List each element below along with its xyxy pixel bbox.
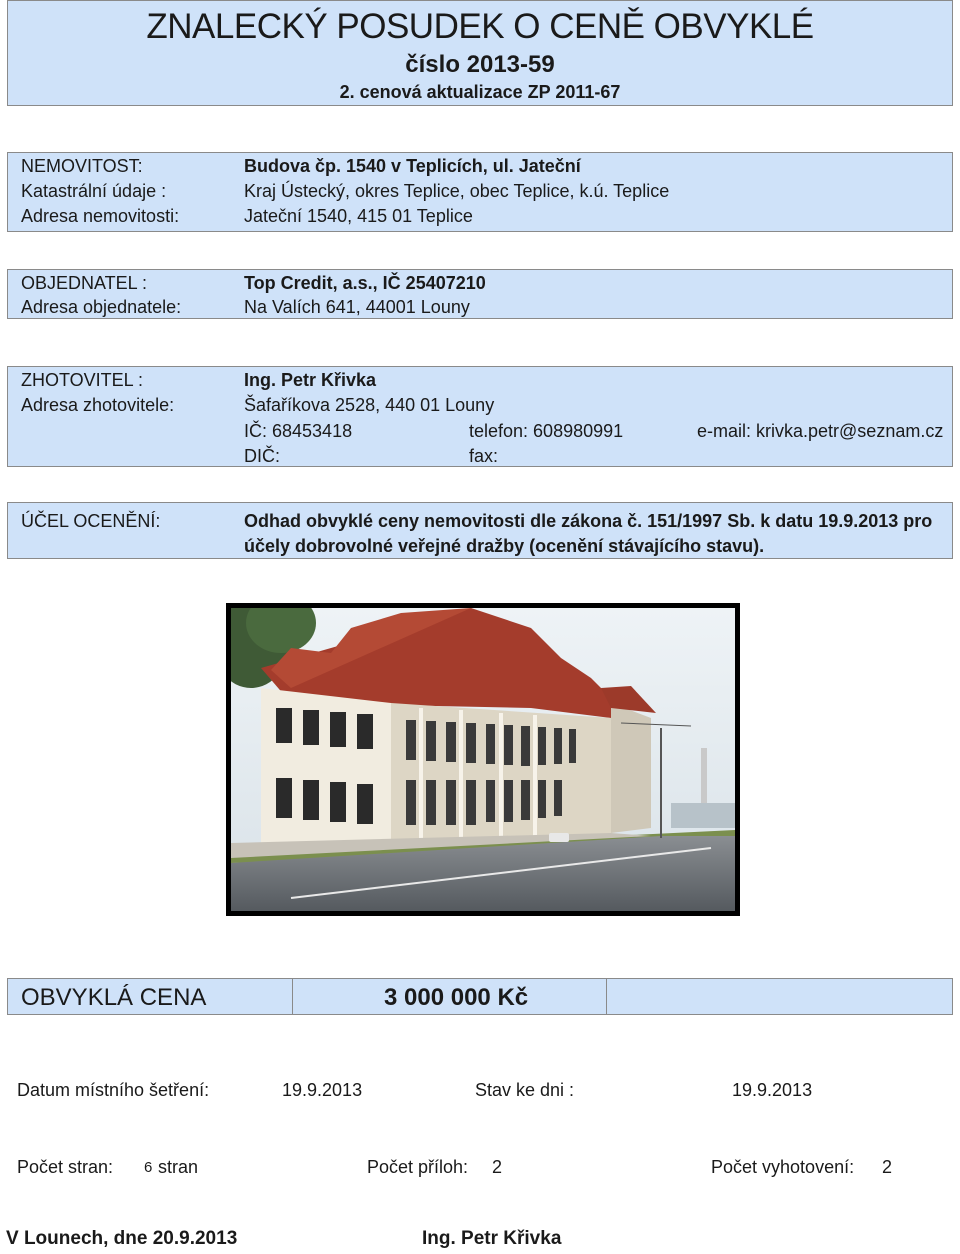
property-address-value: Jateční 1540, 415 01 Teplice — [244, 206, 473, 226]
purpose-line2: účely dobrovolné veřejné dražby (ocenění stávajícího stavu). — [244, 536, 765, 556]
client-address-label: Adresa objednatele: — [21, 297, 182, 317]
purpose-line1: Odhad obvyklé ceny nemovitosti dle zákona č. 151/1997 Sb. k datu 19.9.2013 pro — [244, 511, 933, 531]
copies-value: 2 — [882, 1157, 893, 1177]
contractor-address-value: Šafaříkova 2528, 440 01 Louny — [244, 395, 495, 415]
report-title: ZNALECKÝ POSUDEK O CENĚ OBVYKLÉ — [146, 7, 814, 46]
contractor-label: ZHOTOVITEL : — [21, 370, 144, 390]
property-label: NEMOVITOST: — [21, 156, 143, 176]
contractor-address-label: Adresa zhotovitele: — [21, 395, 175, 415]
place-date: V Lounech, dne 20.9.2013 — [6, 1228, 238, 1249]
attachments-value: 2 — [492, 1157, 503, 1177]
header-box — [7, 0, 953, 106]
client-label: OBJEDNATEL : — [21, 273, 148, 293]
client-box — [7, 269, 953, 319]
pages-number: 6 — [144, 1159, 153, 1176]
contractor-name: Ing. Petr Křivka — [244, 370, 377, 390]
report-update: 2. cenová aktualizace ZP 2011-67 — [339, 82, 621, 102]
building-photo — [226, 603, 740, 916]
price-value: 3 000 000 Kč — [384, 984, 529, 1011]
state-date-value: 19.9.2013 — [732, 1080, 813, 1100]
cadastral-label: Katastrální údaje : — [21, 181, 167, 201]
attachments-label: Počet příloh: — [367, 1157, 469, 1177]
signature: Ing. Petr Křivka — [422, 1228, 562, 1249]
price-divider-2 — [606, 979, 607, 1014]
pages-label: Počet stran: — [17, 1157, 114, 1177]
contractor-box — [7, 366, 953, 467]
copies-label: Počet vyhotovení: — [711, 1157, 855, 1177]
contractor-fax: fax: — [469, 446, 499, 466]
contractor-ic: IČ: 68453418 — [244, 421, 353, 441]
property-value: Budova čp. 1540 v Teplicích, ul. Jateční — [244, 156, 581, 176]
price-label: OBVYKLÁ CENA — [21, 984, 207, 1011]
report-number: číslo 2013-59 — [405, 51, 555, 78]
contractor-email: e-mail: krivka.petr@seznam.cz — [697, 421, 944, 441]
price-box — [7, 978, 953, 1015]
price-divider-1 — [292, 979, 293, 1014]
purpose-label: ÚČEL OCENĚNÍ: — [21, 511, 161, 531]
cadastral-value: Kraj Ústecký, okres Teplice, obec Teplice, k.ú. Teplice — [244, 181, 670, 201]
property-address-label: Adresa nemovitosti: — [21, 206, 180, 226]
inspection-date-value: 19.9.2013 — [282, 1080, 363, 1100]
state-date-label: Stav ke dni : — [475, 1080, 575, 1100]
inspection-date-label: Datum místního šetření: — [17, 1080, 210, 1100]
client-value: Top Credit, a.s., IČ 25407210 — [244, 273, 486, 293]
purpose-box — [7, 502, 953, 559]
property-box — [7, 152, 953, 232]
contractor-phone: telefon: 608980991 — [469, 421, 624, 441]
building-photo-image — [231, 608, 735, 911]
contractor-dic: DIČ: — [244, 446, 280, 466]
client-address-value: Na Valích 641, 44001 Louny — [244, 297, 470, 317]
pages-unit: stran — [158, 1157, 199, 1177]
